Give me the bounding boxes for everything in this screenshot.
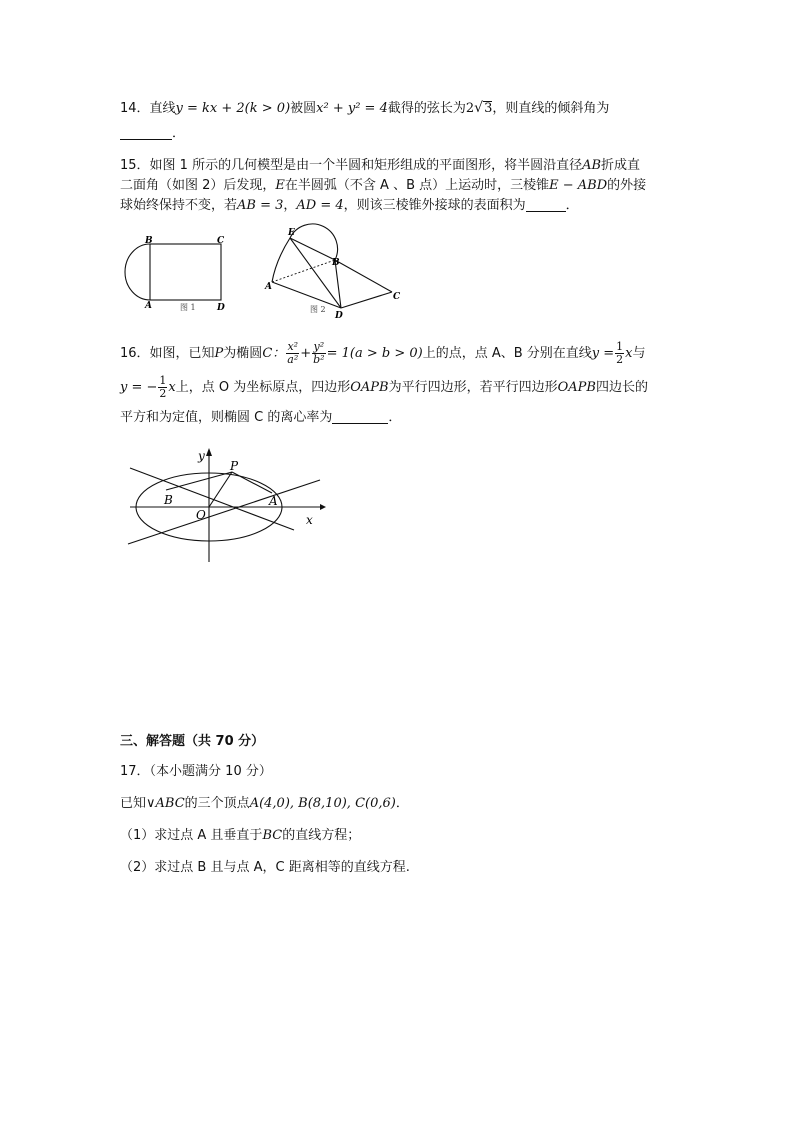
q17-text: （1）求过点 A 且垂直于 <box>120 828 263 843</box>
fig2-label-c: C <box>393 292 401 302</box>
q14-line2 <box>120 124 185 144</box>
q16-line-x: x <box>625 346 633 361</box>
fig3-label-y: y <box>198 449 205 463</box>
q17-line1 <box>120 794 409 814</box>
fig1-label-b: B <box>145 236 153 246</box>
fig1-label-a: A <box>145 301 152 311</box>
fig2-label-d: D <box>335 311 343 321</box>
q14-circle-equation: x² + y² = 4 <box>316 101 388 116</box>
frac-num: y² <box>313 340 325 353</box>
fraction-x2-a2 <box>286 341 299 366</box>
q16-ellipse-condition: = 1(a > b > 0) <box>326 346 423 361</box>
q17-end: ． <box>395 796 409 811</box>
q16-line-x: x <box>168 380 176 395</box>
figure-ellipse <box>124 444 330 566</box>
answer-blank[interactable] <box>526 211 566 212</box>
q17-text: 已知 <box>120 796 147 811</box>
q15-line1 <box>120 156 640 176</box>
q14-text: ，则直线的倾斜角为 <box>492 101 610 116</box>
q16-p: P <box>214 346 224 361</box>
q15-ad-value: AD = 4 <box>296 198 344 213</box>
q16-oapb: OAPB <box>557 380 596 395</box>
q16-text: 上的点，点 A、B 分别在直线 <box>422 346 592 361</box>
fig3-label-b: B <box>164 493 173 507</box>
q17-heading: 17．（本小题满分 10 分） <box>120 764 272 779</box>
figure-1 <box>118 234 233 314</box>
frac-den: 2 <box>616 353 624 366</box>
q16-line-y: y = − <box>120 380 158 395</box>
fig1-caption: 图 1 <box>180 303 196 312</box>
answer-blank[interactable] <box>120 139 172 140</box>
answer-blank[interactable] <box>332 423 388 424</box>
q16-text: 上，点 O 为坐标原点，四边形 <box>175 380 351 395</box>
q17-vertices: A(4,0), B(8,10), C(0,6) <box>249 796 396 811</box>
q16-end: ． <box>388 410 402 425</box>
q17-part1 <box>120 826 360 846</box>
q14-chord-coef: 2 <box>465 101 475 116</box>
fig2-caption: 图 2 <box>310 305 326 314</box>
frac-num: 1 <box>616 340 624 353</box>
q16-text: 为平行四边形，若平行四边形 <box>388 380 558 395</box>
q14-text: 被圆 <box>290 101 317 116</box>
q16-c: C： <box>262 346 286 361</box>
q15-line3 <box>120 196 579 216</box>
q14-text: 截得的弦长为 <box>387 101 466 116</box>
fig3-label-p: P <box>230 459 239 473</box>
q15-end: ． <box>565 198 579 213</box>
q16-line-y: y = <box>591 346 615 361</box>
q15-text: 球始终保持不变，若 <box>120 198 238 213</box>
q15-text: 在半圆弧（不含 A 、B 点）上运动时，三棱锥 <box>284 178 550 193</box>
q16-text: 与 <box>632 346 646 361</box>
fig2-label-b: B <box>332 258 340 268</box>
fraction-half <box>158 375 167 400</box>
q17-part2: （2）求过点 B 且与点 A，C 距离相等的直线方程. <box>120 860 410 875</box>
q16-text: 为椭圆 <box>223 346 263 361</box>
q15-text: ， <box>283 198 297 213</box>
q16-oapb: OAPB <box>350 380 389 395</box>
q14-line-equation: y = kx + 2(k > 0) <box>175 101 291 116</box>
q14-label: 14．直线 <box>120 101 176 116</box>
section-heading: 三、解答题（共 70 分） <box>120 734 265 749</box>
fig1-label-c: C <box>217 236 225 246</box>
frac-den: b² <box>313 353 325 366</box>
q15-text: 的外接 <box>607 178 647 193</box>
q17-triangle: ∨ABC <box>146 796 185 811</box>
q15-ab: AB <box>582 158 602 173</box>
q15-ab-value: AB = 3 <box>237 198 284 213</box>
frac-num: x² <box>287 340 299 353</box>
q16-text: 16．如图，已知 <box>120 346 215 361</box>
fig3-label-a: A <box>269 494 278 508</box>
frac-den: a² <box>287 353 299 366</box>
q17-text: 的三个顶点 <box>184 796 250 811</box>
fraction-half <box>615 341 624 366</box>
q16-text: 平方和为定值，则椭圆 C 的离心率为 <box>120 410 333 425</box>
fraction-y2-b2 <box>312 341 325 366</box>
q16-text: 四边长的 <box>595 380 648 395</box>
q16-line2 <box>120 374 648 402</box>
q15-e: E <box>275 178 285 193</box>
frac-den: 2 <box>159 387 167 400</box>
figure-2 <box>262 226 412 321</box>
q15-text: 折成直 <box>601 158 641 173</box>
frac-num: 1 <box>159 374 167 387</box>
q15-text: ，则该三棱锥外接球的表面积为 <box>343 198 526 213</box>
q16-line1: 16．如图，已知P为椭圆C： $\frac{\text{x²}}{\text{a²}}$ + $\frac{\text{y²}}{\text{b²}}$ = 1(a > b > 0)上的点，点 A、B 分别在直线y = $\frac{1}{2}$ x与 <box>120 340 646 366</box>
q15-tetrahedron: E − ABD <box>549 178 608 193</box>
q15-text: 15．如图 1 所示的几何模型是由一个半圆和矩形组成的平面图形，将半圆沿直径 <box>120 158 583 173</box>
q16-line3 <box>120 408 401 428</box>
q15-text: 二面角（如图 2）后发现， <box>120 178 276 193</box>
q14-end: ． <box>172 126 186 141</box>
fig2-label-a: A <box>265 282 272 292</box>
q14-chord-radicand: 3 <box>484 101 493 116</box>
fig3-label-x: x <box>306 513 313 527</box>
q17-bc: BC <box>262 828 283 843</box>
fig2-label-e: E <box>288 228 295 238</box>
fig1-label-d: D <box>217 303 225 313</box>
fig3-label-o: O <box>196 508 206 522</box>
q14-line1: 14．直线y = kx + 2(k > 0)被圆x² + y² = 4截得的弦长为2√3，则直线的倾斜角为 <box>120 100 610 116</box>
q15-line2 <box>120 176 646 196</box>
q17-text: 的直线方程； <box>282 828 361 843</box>
